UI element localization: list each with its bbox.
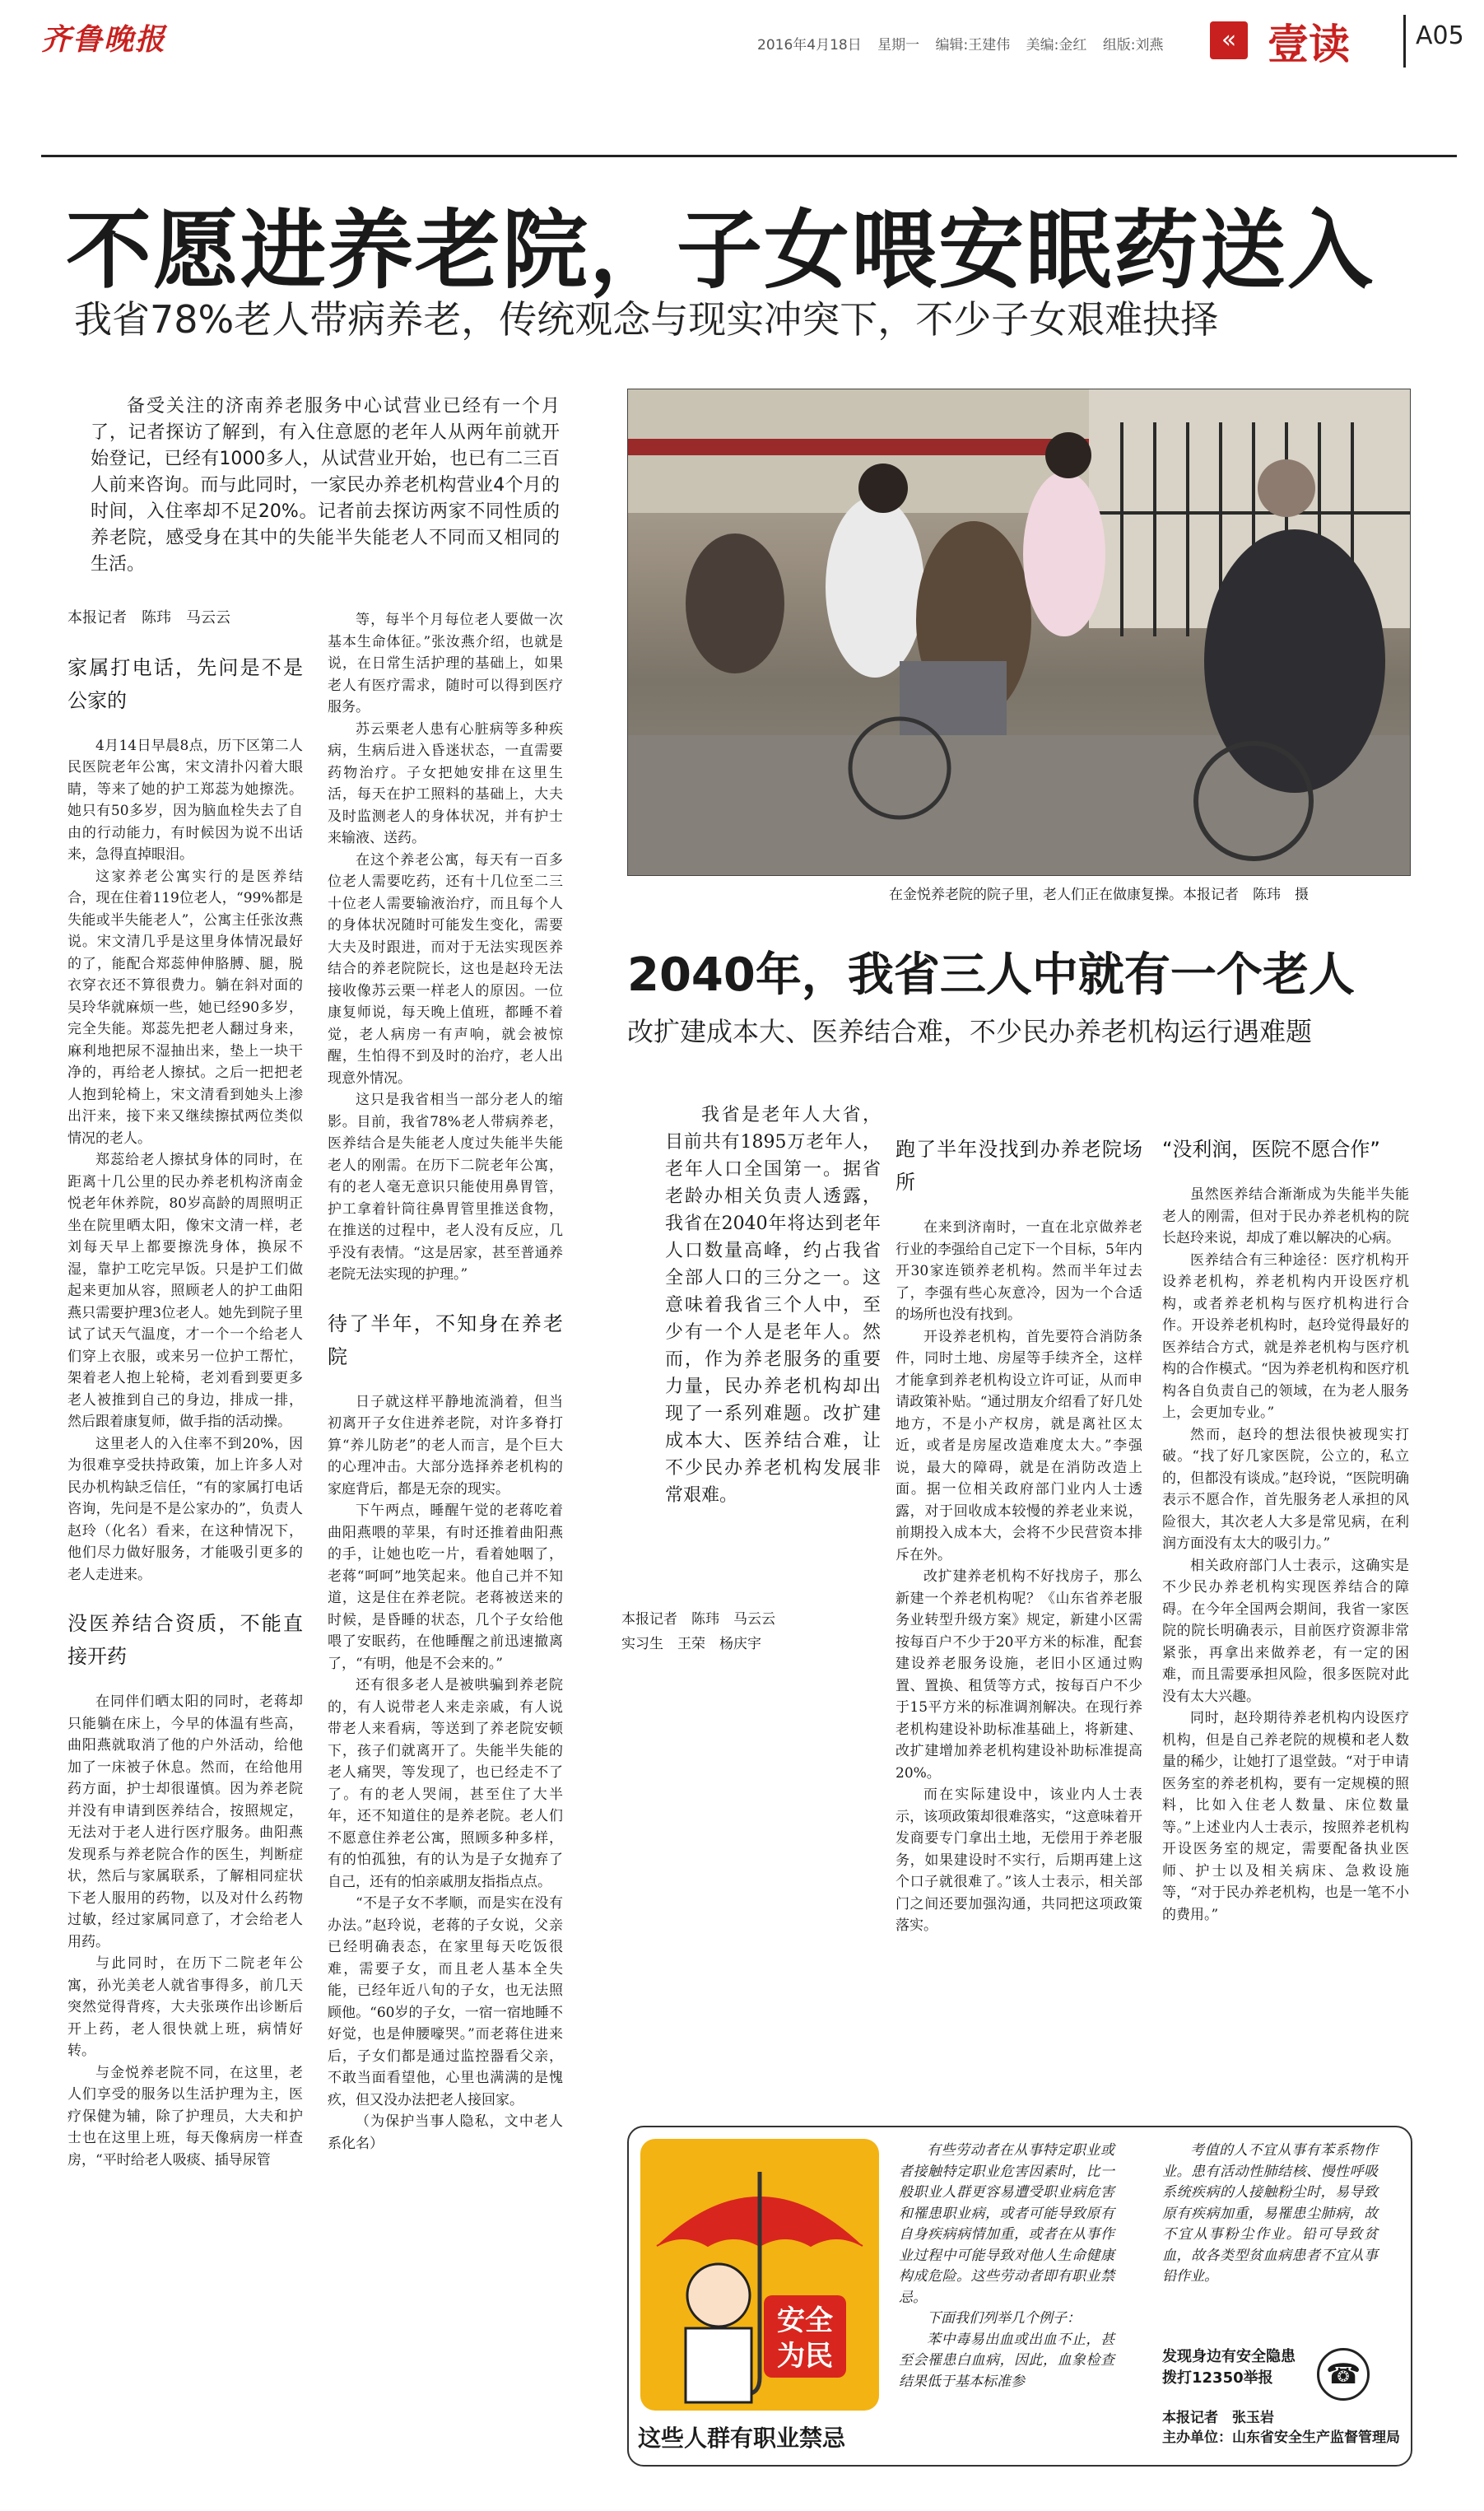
safety-badge-text-2: 为民 — [777, 2340, 833, 2373]
paragraph: 苯中毒易出血或出血不止，甚至会罹患白血病，因此，血象检查结果低于基本标准参 — [899, 2331, 1114, 2390]
article2-subheadline: 改扩建成本大、医养结合难，不少民办养老机构运行遇难题 — [627, 1016, 1313, 1047]
safety-illustration — [640, 2139, 879, 2411]
paragraph: 与此同时，在历下二院老年公寓，孙光美老人就省事得多，前几天突然觉得背疼，大夫张瑛作出诊断后开上药，老人很快就上班，病情好转。 — [67, 1955, 303, 2059]
hotline-notice — [1162, 2346, 1296, 2389]
section-name: 壹读 — [1268, 21, 1350, 68]
paragraph: 等，每半个月每位老人要做一次基本生命体征。”张汝燕介绍，也就是说，在日常生活护理的基础上，如果老人有医疗需求，随时可以得到医疗服务。 — [328, 612, 563, 715]
paragraph: 苏云栗老人患有心脏病等多种疾病，生病后进入昏迷状态，一直需要药物治疗。子女把她安排在这里生活，每天在护工照料的基础上，大夫及时监测老人的身体状况，并有护士来输液、送药。 — [328, 720, 563, 846]
paragraph: 虽然医养结合渐渐成为失能半失能老人的刚需，但对于民办养老机构的院长赵玲来说，却成了难以解决的心病。 — [1162, 1186, 1409, 1246]
paragraph: 在这个养老公寓，每天有一百多位老人需要吃药，还有十几位至二三十位老人需要输液治疗，而且每个人的身体状况随时可能发生变化，需要大夫及时跟进，而对于无法实现医养结合的养老院院长，这也是赵玲无法接收像苏云栗一样老人的原因。一位康复师说，每天晚上值班，都睡不着觉，老人病房一有声响，就会被惊醒，生怕得不到及时的治疗，老人出现意外情况。 — [328, 851, 563, 1087]
paragraph: 在来到济南时，一直在北京做养老行业的李强给自己定下一个目标，5年内开30家连锁养老机构。然而半年过去了，李强有些心灰意冷，因为一个合适的场所也没有找到。 — [896, 1219, 1142, 1323]
article2-byline — [621, 1607, 775, 1656]
article2-headline: 2040年，我省三人中就有一个老人 — [627, 948, 1355, 1002]
issue-weekday: 星期一 — [877, 37, 920, 54]
main-photo — [627, 389, 1411, 876]
article2-byline-reporters: 本报记者 陈玮 马云云 — [621, 1611, 775, 1628]
safety-credit — [1162, 2408, 1400, 2448]
lead-paragraph: 备受关注的济南养老服务中心试营业已经有一个月了，记者探访了解到，有入住意愿的老年人从两年前就开始登记，已经有1000多人，从试营业开始，也已有二三百人前来咨询。而与此同时，一家民办养老机构营业4个月的时间，入住率却不足20%。记者前去探访两家不同性质的养老院，感受身在其中的失能半失能老人不同而又相同的生活。 — [91, 396, 560, 575]
paragraph: 而在实际建设中，该业内人士表示，该项政策却很难落实，“这意味着开发商要专门拿出土地，无偿用于养老服务，如果建设时不实行，后期再建上这个口子就很难了。”该人士表示，相关部门之间还要加强沟通，共同把这项政策落实。 — [896, 1787, 1142, 1934]
article1-byline: 本报记者 陈玮 马云云 — [67, 609, 230, 627]
paragraph: 相关政府部门人士表示，这确实是不少民办养老机构实现医养结合的障碍。在今年全国两会期间，我省一家医院的院长明确表示，目前医疗资源非常紧张，再拿出来做养老，有一定的困难，而且需要承担风险，很多医院对此没有太大兴趣。 — [1162, 1557, 1409, 1705]
paragraph: 同时，赵玲期待养老机构内设医疗机构，但是自己养老院的规模和老人数量的稀少，让她打了退堂鼓。“对于申请医务室的养老机构，要有一定规模的照料，比如入住老人数量、床位数量等。”上述业内人士表示，按照养老机构开设医务室的规定，需要配备执业医师、护士以及相关病床、急救设施等，“对于民办养老机构，也是一笔不小的费用。” — [1162, 1710, 1409, 1923]
article2-summary: 我省是老年人大省，目前共有1895万老年人，老年人口全国第一。据省老龄办相关负责人透露，我省在2040年将达到老年人口数量高峰，约占我省全部人口的三分之一。这意味着我省三个人中，至少有一个人是老年人。然而，作为养老服务的重要力量，民办养老机构却出现了一系列难题。改扩建成本大、医养结合难，让不少民办养老机构发展非常艰难。 — [665, 1105, 881, 1506]
paragraph: 这只是我省相当一部分老人的缩影。目前，我省78%老人带病养老，医养结合是失能老人度过失能半失能老人的刚需。在历下二院老年公寓，有的老人毫无意识只能使用鼻胃管，护工拿着针筒往鼻胃管里推送食物，在推送的过程中，老人没有反应，几乎没有表情。“这是居家，甚至普通养老院无法实现的护理。” — [328, 1092, 563, 1283]
paragraph: 改扩建养老机构不好找房子，那么新建一个养老机构呢？《山东省养老服务业转型升级方案》规定，新建小区需按每百户不少于20平方米的标准，配套建设养老服务设施，老旧小区通过购置、置换、租赁等方式，按每百户不少于15平方米的标准调剂解决。在现行养老机构建设补助标准基础上，将新建、改扩建增加养老机构建设补助标准提高20%。 — [896, 1568, 1142, 1782]
masthead-logo: 齐鲁晚报 — [41, 22, 167, 57]
article1-subhead-1: 家属打电话，先问是不是公家的 — [67, 655, 303, 712]
article2-subhead-2: “没利润，医院不愿合作” — [1162, 1138, 1380, 1161]
paragraph: 有些劳动者在从事特定职业或者接触特定职业危害因素时，比一般职业人群更容易遭受职业病危害和罹患职业病，或者可能导致原有自身疾病病情加重，或者在从事作业过程中可能导致对他人生命健康构成危险。这些劳动者即有职业禁忌。 — [899, 2142, 1114, 2306]
article1-subhead-3: 待了半年，不知身在养老院 — [328, 1311, 563, 1368]
paragraph: 开设养老机构，首先要符合消防条件，同时土地、房屋等手续齐全，这样才能拿到养老机构设立许可证，从而申请政策补贴。“通过朋友介绍看了好几处地方，不是小产权房，就是离社区太近，或者是房屋改造难度太大。”李强说，最大的障碍，就是在消防改造上面。据一位相关政府部门业内人士透露，对于回收成本较慢的养老业来说，前期投入成本大，会将不少民营资本排斥在外。 — [896, 1328, 1142, 1563]
section-chevron-icon: « — [1210, 21, 1248, 59]
main-headline: 不愿进养老院，子女喂安眠药送入 — [66, 200, 1375, 300]
article2-column-1 — [896, 1133, 1142, 1937]
main-subheadline: 我省78%老人带病养老，传统观念与现实冲突下，不少子女艰难抉择 — [74, 297, 1219, 342]
paragraph: 医养结合有三种途径：医疗机构开设养老机构，养老机构内开设医疗机构，或者养老机构与医疗机构进行合作。开设养老机构时，赵玲觉得最好的医养结合方式，就是养老机构与医疗机构的合作模式。“因为养老机构和医疗机构各自负责自己的领域，在为老人服务上，会更加专业。” — [1162, 1251, 1409, 1421]
hotline-line-2: 拨打12350举报 — [1162, 2369, 1273, 2387]
paragraph: 4月14日早晨8点，历下区第二人民医院老年公寓，宋文清扑闪着大眼睛，等来了她的护工郑蕊为她擦洗。她只有50多岁，因为脑血栓失去了自由的行动能力，有时候因为说不出话来，急得直掉眼泪。 — [67, 737, 303, 863]
paragraph: 考值的人不宜从事有苯系物作业。患有活动性肺结核、慢性呼吸系统疾病的人接触粉尘时，易导致原有疾病加重，易罹患尘肺病，故不宜从事粉尘作业。铅可导致贫血，故各类型贫血病患者不宜从事铅作业。 — [1162, 2142, 1378, 2285]
paragraph: 与金悦养老院不同，在这里，老人们享受的服务以生活护理为主，医疗保健为辅，除了护理员，大夫和护士也在这里上班，每天像病房一样查房，“平时给老人吸痰、插导尿管 — [67, 2064, 303, 2169]
photo-illustration — [628, 389, 1410, 875]
article2-column-2 — [1162, 1133, 1409, 1926]
safety-badge-text-1: 安全 — [777, 2304, 833, 2337]
page-number: A05 — [1416, 21, 1464, 50]
safety-column-2 — [1162, 2141, 1378, 2288]
paragraph: “不是子女不孝顺，而是实在没有办法。”赵玲说，老蒋的子女说，父亲已经明确表态，在家里每天吃饭很难，需要子女，而且老人基本全失能，已经年近八旬的子女，也无法照顾他。“60岁的子女，一宿一宿地睡不好觉，也是伸腰嚎哭。”而老蒋住进来后，子女们都是通过监控器看父亲，不敢当面看望他，心里也满满的是愧疚，但又没办法把老人接回家。 — [328, 1895, 563, 2108]
paragraph: 日子就这样平静地流淌着，但当初离开子女住进养老院，对许多脊打算“养儿防老”的老人而言，是个巨大的心理冲击。大部分选择养老机构的家庭背后，都是无奈的现实。 — [328, 1393, 563, 1498]
paragraph: 郑蕊给老人擦拭身体的同时，在距离十几公里的民办养老机构济南金悦老年休养院，80岁高龄的周照明正坐在院里晒太阳，像宋文清一样，老刘每天早上都要擦洗身体，换尿不湿，靠护工吃完早饭。只是护工们做起来更加从容，照顾老人的护工曲阳燕只需要护理3位老人。她先到院子里试了试天气温度，才一个一个给老人们穿上衣服，或来另一位护工帮忙，架着老人抱上轮椅，老刘看到要更多老人被推到自己的身边，排成一排，然后跟着康复师，做手指的活动操。 — [67, 1152, 303, 1430]
paragraph: 下午两点，睡醒午觉的老蒋吃着曲阳燕喂的苹果，有时还推着曲阳燕的手，让她也吃一片，看着她咽了，老蒋“呵呵”地笑起来。他自己并不知道，这是住在养老院。老蒋被送来的时候，是昏睡的状态，几个子女给他喂了安眠药，在他睡醒之前迅速撤离了，“有明，他是不会来的。” — [328, 1502, 563, 1672]
article1-subhead-2: 没医养结合资质，不能直接开药 — [67, 1612, 303, 1668]
safety-column-1 — [899, 2141, 1114, 2392]
paragraph: 在同伴们晒太阳的同时，老蒋却只能躺在床上，今早的体温有些高，曲阳燕就取消了他的户外活动，给他加了一床被子休息。然而，在给他用药方面，护士却很谨慎。因为养老院并没有申请到医养结合，按照规定，无法对于老人进行医疗服务。曲阳燕发现系与养老院合作的医生，判断症状，然后与家属联系，了解相同症状下老人服用的药物，以及对什么药物过敏，经过家属同意了，才会给老人用药。 — [67, 1693, 303, 1950]
editor-credit: 编辑:王建伟 — [935, 37, 1011, 54]
article1-column-2 — [328, 609, 563, 2155]
layout-credit: 组版:刘燕 — [1102, 37, 1164, 54]
safety-reporter: 本报记者 张玉岩 — [1162, 2410, 1274, 2426]
paragraph: 这家养老公寓实行的是医养结合，现在住着119位老人，“99%都是失能或半失能老人”，公寓主任张汝燕说。宋文清几乎是这里身体情况最好的了，能配合郑蕊伸伸胳膊、腿，脱衣穿衣还不算很费力。躺在斜对面的吴玲华就麻烦一些，她已经90多岁，完全失能。郑蕊先把老人翻过身来，麻利地把尿不湿抽出来，垫上一块干净的，再给老人擦拭。之后一把把老人抱到轮椅上，宋文清看到她头上渗出汗来，接下来又继续擦拭两位类似情况的老人。 — [67, 868, 303, 1147]
section-divider — [1403, 15, 1406, 68]
art-credit: 美编:金红 — [1026, 37, 1087, 54]
hotline-line-1: 发现身边有安全隐患 — [1162, 2348, 1296, 2365]
header-meta — [757, 33, 1175, 54]
privacy-note: （为保护当事人隐私，文中老人系化名） — [328, 2113, 563, 2152]
issue-date: 2016年4月18日 — [757, 37, 862, 54]
photo-caption: 在金悦养老院的院子里，老人们正在做康复操。本报记者 陈玮 摄 — [889, 887, 1309, 903]
article2-byline-interns: 实习生 王荣 杨庆宇 — [621, 1636, 761, 1652]
phone-icon: ☎ — [1317, 2348, 1370, 2401]
article2-subhead-1: 跑了半年没找到办养老院场所 — [896, 1138, 1142, 1194]
umbrella-safety-icon — [640, 2139, 879, 2411]
paragraph: 下面我们列举几个例子： — [927, 2310, 1081, 2327]
article1-column-1 — [67, 603, 303, 2171]
paragraph: 还有很多老人是被哄骗到养老院的，有人说带老人来走亲戚，有人说带老人来看病，等送到了养老院安顿下，孩子们就离开了。失能半失能的老人痛哭，等发现了，也已经走不了了。有的老人哭闹，甚至住了大半年，还不知道住的是养老院。老人们不愿意住养老公寓，照顾多种多样，有的怕孤独，有的认为是子女抛弃了自己，还有的怕亲戚朋友指指点点。 — [328, 1677, 563, 1890]
safety-organizer: 主办单位：山东省安全生产监督管理局 — [1162, 2429, 1400, 2446]
paragraph: 然而，赵玲的想法很快被现实打破。“找了好几家医院，公立的，私立的，但都没有谈成。”赵玲说，“医院明确表示不愿合作，首先服务老人承担的风险很大，其次老人大多是常见病，在利润方面没有太大的吸引力。” — [1162, 1426, 1409, 1552]
paragraph: 这里老人的入住率不到20%，因为很难享受扶持政策，加上许多人对民办机构缺乏信任，“有的家属打电话咨询，先问是不是公家办的”，负责人赵玲（化名）看来，在这种情况下，他们尽力做好服务，才能吸引更多的老人走进来。 — [67, 1435, 303, 1583]
header-rule — [41, 155, 1457, 157]
safety-title: 这些人群有职业禁忌 — [638, 2425, 846, 2452]
